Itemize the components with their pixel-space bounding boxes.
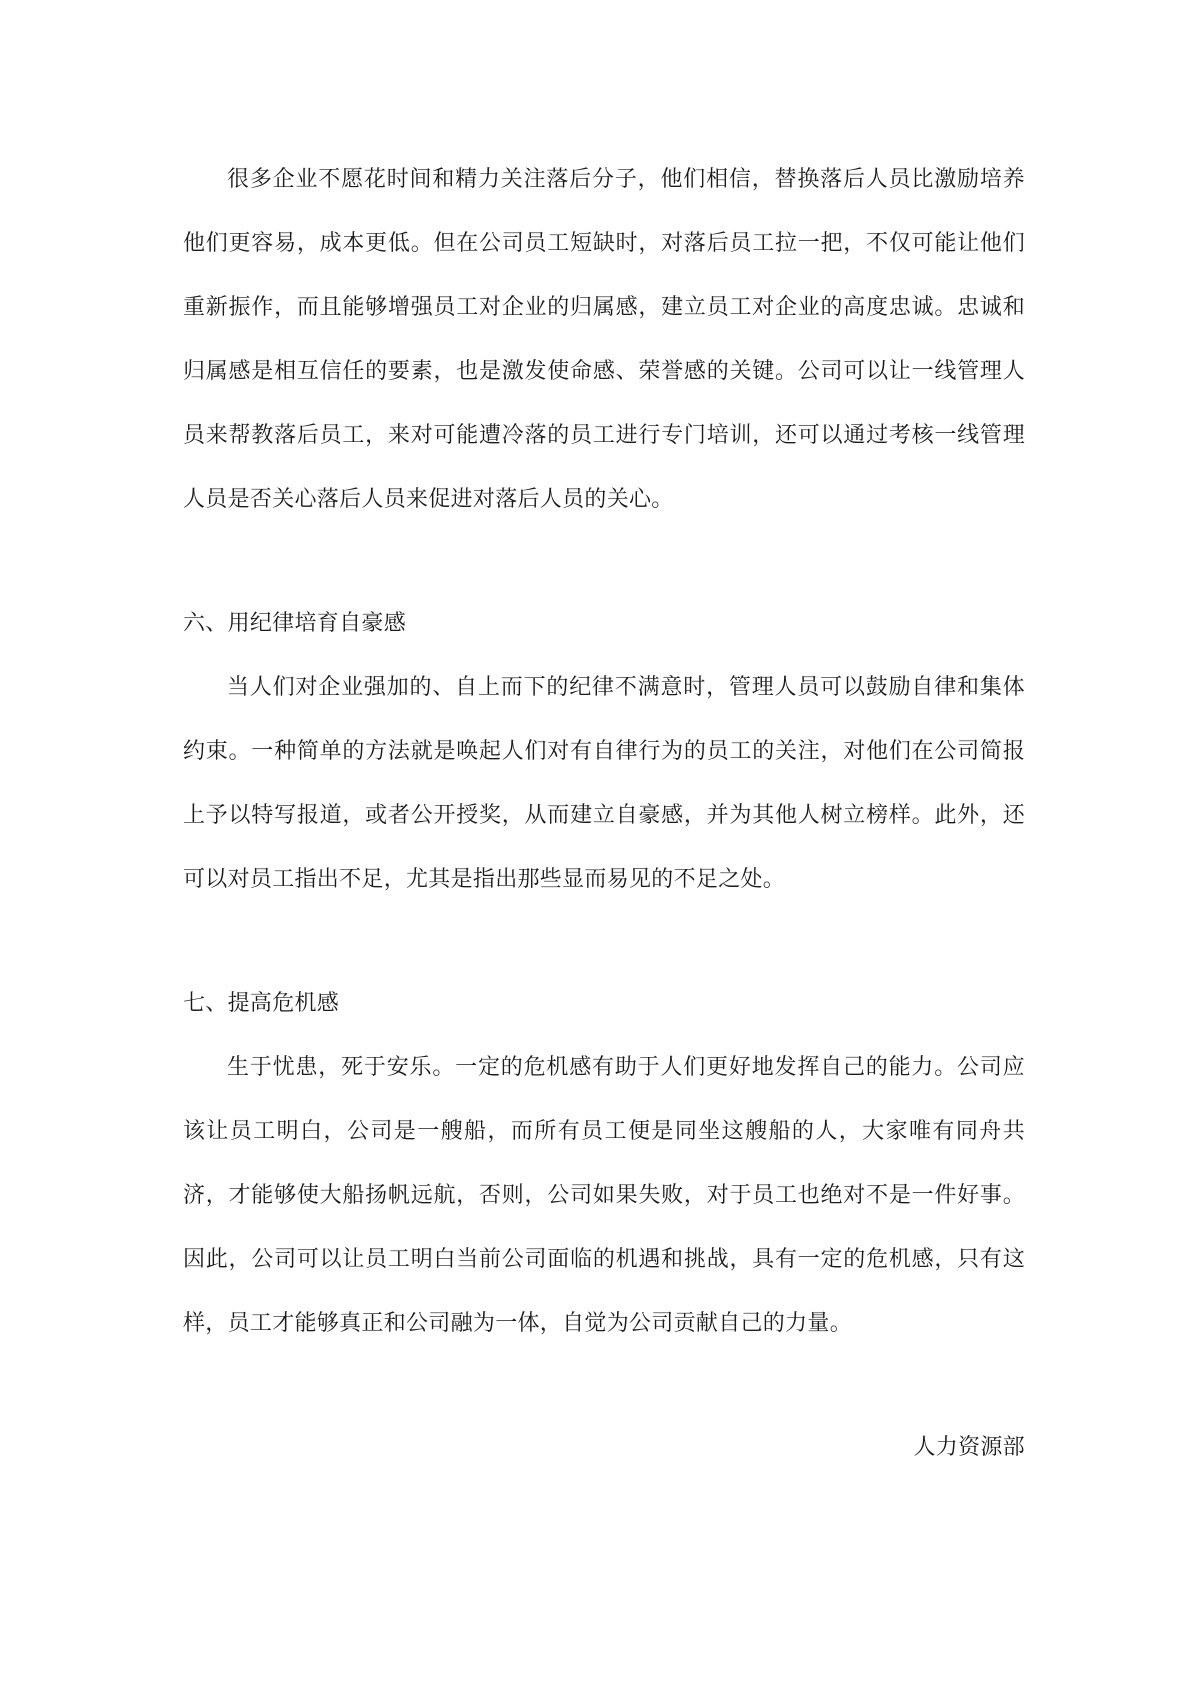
signature-department: 人力资源部	[913, 1435, 1025, 1460]
section-gap	[183, 1356, 1025, 1416]
section-body-crisis: 生于忧患，死于安乐。一定的危机感有助于人们更好地发挥自己的能力。公司应该让员工明白，公司是一艘船，而所有员工便是同坐这艘船的人，大家唯有同舟共济，才能够使大船扬帆远航，否则，公司如果失败，对于员工也绝对不是一件好事。因此，公司可以让员工明白当前公司面临的机遇和挑战，具有一定的危机感，只有这样，员工才能够真正和公司融为一体，自觉为公司贡献自己的力量。	[183, 1055, 1025, 1336]
document-page	[183, 148, 1025, 1480]
section-heading-crisis: 七、提高危机感	[183, 991, 340, 1016]
intro-paragraph: 很多企业不愿花时间和精力关注落后分子，他们相信，替换落后人员比激励培养他们更容易，成本更低。但在公司员工短缺时，对落后员工拉一把，不仅可能让他们重新振作，而且能够增强员工对企业的归属感，建立员工对企业的高度忠诚。忠诚和归属感是相互信任的要素，也是激发使命感、荣誉感的关键。公司可以让一线管理人员来帮教落后员工，来对可能遭冷落的员工进行专门培训，还可以通过考核一线管理人员是否关心落后人员来促进对落后人员的关心。	[183, 167, 1025, 512]
section-body-discipline: 当人们对企业强加的、自上而下的纪律不满意时，管理人员可以鼓励自律和集体约束。一种简单的方法就是唤起人们对有自律行为的员工的关注，对他们在公司简报上予以特写报道，或者公开授奖，从而建立自豪感，并为其他人树立榜样。此外，还可以对员工指出不足，尤其是指出那些显而易见的不足之处。	[183, 675, 1025, 892]
section-gap	[183, 532, 1025, 592]
section-gap	[183, 912, 1025, 972]
section-heading-discipline: 六、用纪律培育自豪感	[183, 611, 407, 636]
